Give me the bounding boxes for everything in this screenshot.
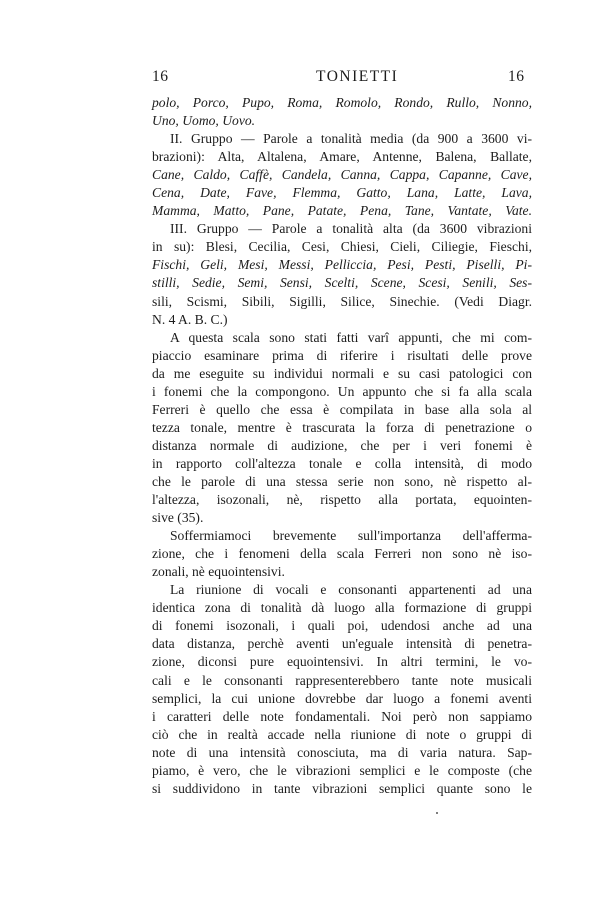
text-line: si suddividono in tante vibrazioni semplici quante sono le [152, 780, 532, 796]
text-line: La riunione di vocali e consonanti appartenenti ad una [170, 582, 532, 598]
text-line: zione, diconsi pure equointensivi. In altri termini, le vo- [152, 654, 532, 670]
print-speck [436, 812, 438, 814]
text-line: Mamma, Matto, Pane, Patate, Pena, Tane, Vantate, Vate. [152, 203, 532, 219]
text-line: identica zona di tonalità dà luogo alla formazione di gruppi [152, 600, 532, 616]
text-line: distanza normale di audizione, che per i veri fonemi è [152, 437, 532, 453]
text-line: stilli, Sedie, Semi, Sensi, Scelti, Scene, Scesi, Senili, Ses- [152, 275, 532, 291]
text-line: piamo, è vero, che le vibrazioni semplici e le composte (che [152, 762, 532, 778]
text-line: cali e le consonanti rappresenterebbero tante note musicali [152, 672, 532, 688]
page-number-right: 16 [508, 68, 525, 85]
text-line: semplici, la cui unione dovrebbe dar luogo a fonemi aventi [152, 690, 532, 706]
page-number-left: 16 [152, 68, 169, 85]
text-line: sive (35). [152, 510, 204, 526]
text-line: II. Gruppo — Parole a tonalità media (da 900 a 3600 vi- [170, 131, 532, 147]
text-line: da me eseguite su individui normali e su casi patologici con [152, 365, 532, 381]
text-line: Soffermiamoci brevemente sull'importanza dell'afferma- [170, 528, 532, 544]
text-line: note di una intensità conosciuta, ma di varia natura. Sap- [152, 744, 532, 760]
text-line: ciò che in realtà accade nella riunione di note o gruppi di [152, 726, 532, 742]
text-line: i caratteri delle note fondamentali. Noi però non sappiamo [152, 708, 532, 724]
text-line: polo, Porco, Pupo, Roma, Romolo, Rondo, Rullo, Nonno, [152, 95, 532, 110]
text-line: N. 4 A. B. C.) [152, 311, 228, 327]
text-line: i fonemi che la compongono. Un appunto che si fa alla scala [152, 383, 532, 399]
text-line: zione, che i fenomeni della scala Ferreri non sono nè iso- [152, 546, 532, 562]
text-line: sili, Scismi, Sibili, Sigilli, Silice, Sinechie. (Vedi Diagr. [152, 293, 532, 309]
page-body [152, 94, 532, 798]
text-line: Cena, Date, Fave, Flemma, Gatto, Lana, Latte, Lava, [152, 185, 532, 201]
text-line: in rapporto coll'altezza tonale e colla intensità, di modo [152, 455, 532, 471]
text-line: che le parole di una stessa serie non sono, nè rispetto al- [152, 473, 532, 489]
text-line: l'altezza, isozonali, nè, rispetto alla portata, equointen- [152, 492, 532, 508]
text-line: di fonemi isozonali, i quali poi, udendosi anche ad una [152, 618, 532, 634]
page-header [0, 68, 607, 88]
text-line: A questa scala sono stati fatti varî appunti, che mi com- [170, 329, 532, 345]
text-line: Cane, Caldo, Caffè, Candela, Canna, Cappa, Capanne, Cave, [152, 167, 532, 183]
text-line: tezza tonale, mentre è trascurata la forza di penetrazione o [152, 419, 532, 435]
text-line: piaccio esaminare prima di riferire i risultati delle prove [152, 347, 532, 363]
text-line: in su): Blesi, Cecilia, Cesi, Chiesi, Cieli, Ciliegie, Fieschi, [152, 239, 532, 255]
text-line: III. Gruppo — Parole a tonalità alta (da 3600 vibrazioni [170, 221, 532, 237]
text-line: Uno, Uomo, Uovo. [152, 113, 256, 129]
text-line: Ferreri è quello che essa è compilata in base alla sola al [152, 401, 532, 417]
text-line: data distanza, perchè aventi un'eguale intensità di penetra- [152, 636, 532, 652]
text-line: zonali, nè equointensivi. [152, 564, 285, 580]
text-line: brazioni): Alta, Altalena, Amare, Antenne, Balena, Ballate, [152, 149, 532, 165]
text-line: Fischi, Geli, Mesi, Messi, Pelliccia, Pesi, Pesti, Piselli, Pi- [152, 257, 532, 273]
running-title: TONIETTI [316, 68, 399, 85]
